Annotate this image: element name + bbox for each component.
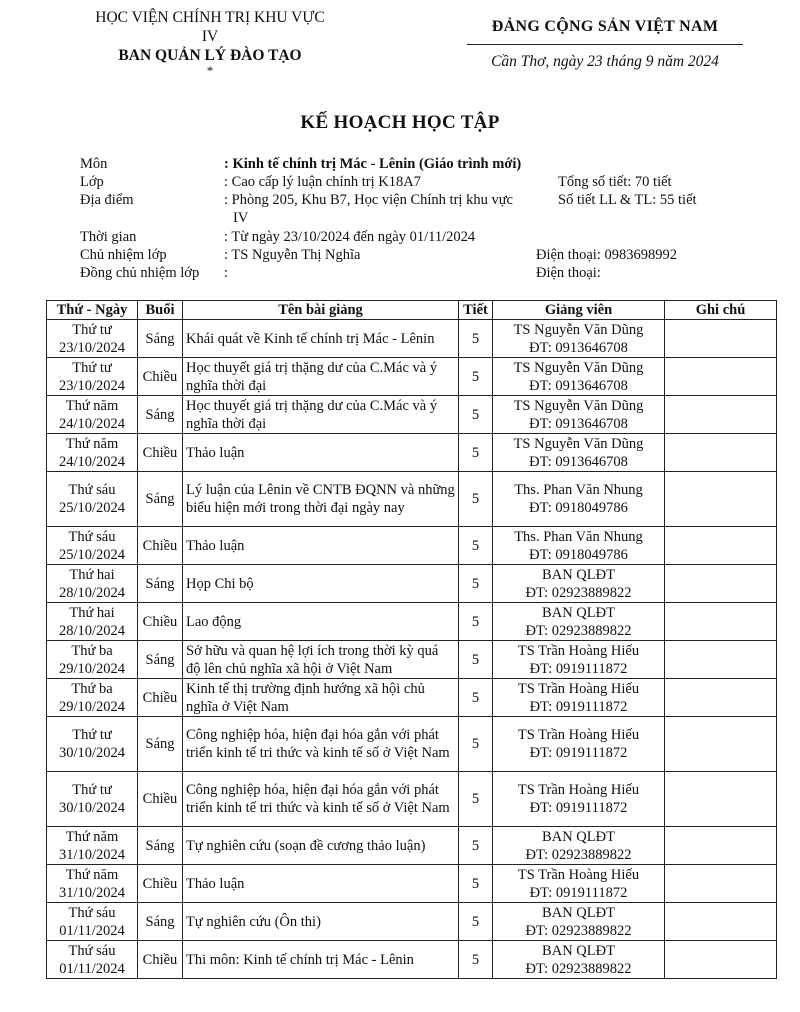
- note-cell: [665, 641, 777, 679]
- periods-cell: 5: [459, 865, 493, 903]
- document-date: Cần Thơ, ngày 23 tháng 9 năm 2024: [491, 53, 719, 70]
- lecturer-cell: TS Trần Hoàng Hiếu ĐT: 0919111872: [493, 641, 665, 679]
- periods-cell: 5: [459, 641, 493, 679]
- lesson-cell: Tự nghiên cứu (soạn đề cương thảo luận): [183, 827, 459, 865]
- note-cell: [665, 603, 777, 641]
- location-value-line2: IV: [233, 210, 249, 226]
- session-cell: Chiều: [138, 772, 183, 827]
- session-cell: Sáng: [138, 717, 183, 772]
- location-value: : Phòng 205, Khu B7, Học viện Chính trị khu vực: [224, 192, 513, 208]
- lecturer-cell: BAN QLĐT ĐT: 02923889822: [493, 603, 665, 641]
- schedule-table: [46, 300, 777, 979]
- table-row: [47, 527, 777, 565]
- lesson-cell: Thảo luận: [183, 865, 459, 903]
- periods-cell: 5: [459, 565, 493, 603]
- time-label: Thời gian: [80, 229, 137, 245]
- periods-cell: 5: [459, 472, 493, 527]
- lesson-cell: Công nghiệp hóa, hiện đại hóa gắn với phát triển kinh tế tri thức và kinh tế số ở Việt Nam: [183, 772, 459, 827]
- lecturer-cell: BAN QLĐT ĐT: 02923889822: [493, 941, 665, 979]
- lecturer-cell: BAN QLĐT ĐT: 02923889822: [493, 565, 665, 603]
- lesson-cell: Sở hữu và quan hệ lợi ích trong thời kỳ quá độ lên chủ nghĩa xã hội ở Việt Nam: [183, 641, 459, 679]
- periods-cell: 5: [459, 772, 493, 827]
- lesson-cell: Thảo luận: [183, 527, 459, 565]
- day-cell: Thứ năm 31/10/2024: [47, 827, 138, 865]
- head-teacher-value: : TS Nguyễn Thị Nghĩa: [224, 247, 361, 263]
- table-row: [47, 941, 777, 979]
- table-header-row: [47, 301, 777, 320]
- table-row: [47, 772, 777, 827]
- table-row: [47, 434, 777, 472]
- lecturer-cell: BAN QLĐT ĐT: 02923889822: [493, 903, 665, 941]
- lesson-cell: Khái quát về Kinh tế chính trị Mác - Lênin: [183, 320, 459, 358]
- periods-cell: 5: [459, 396, 493, 434]
- star-mark: *: [206, 63, 214, 78]
- head-teacher-phone: Điện thoại: 0983698992: [536, 247, 677, 263]
- day-cell: Thứ sáu 25/10/2024: [47, 472, 138, 527]
- table-row: [47, 565, 777, 603]
- location-label: Địa điểm: [80, 192, 134, 208]
- table-row: [47, 641, 777, 679]
- session-cell: Chiều: [138, 865, 183, 903]
- party-name: ĐẢNG CỘNG SẢN VIỆT NAM: [491, 18, 719, 35]
- note-cell: [665, 358, 777, 396]
- session-cell: Chiều: [138, 603, 183, 641]
- lecturer-cell: TS Nguyễn Văn Dũng ĐT: 0913646708: [493, 434, 665, 472]
- note-cell: [665, 472, 777, 527]
- organization-header: [40, 8, 380, 77]
- table-row: [47, 865, 777, 903]
- header-session: Buổi: [138, 301, 183, 320]
- lesson-cell: Công nghiệp hóa, hiện đại hóa gắn với phát triển kinh tế tri thức và kinh tế số ở Việt Nam: [183, 717, 459, 772]
- periods-cell: 5: [459, 827, 493, 865]
- session-cell: Sáng: [138, 396, 183, 434]
- table-row: [47, 358, 777, 396]
- day-cell: Thứ ba 29/10/2024: [47, 679, 138, 717]
- note-cell: [665, 827, 777, 865]
- lecturer-cell: TS Trần Hoàng Hiếu ĐT: 0919111872: [493, 865, 665, 903]
- day-cell: Thứ sáu 01/11/2024: [47, 903, 138, 941]
- org-name: HỌC VIỆN CHÍNH TRỊ KHU VỰC: [95, 9, 325, 26]
- note-cell: [665, 941, 777, 979]
- lecturer-cell: TS Nguyễn Văn Dũng ĐT: 0913646708: [493, 358, 665, 396]
- day-cell: Thứ năm 24/10/2024: [47, 396, 138, 434]
- note-cell: [665, 717, 777, 772]
- table-row: [47, 679, 777, 717]
- table-row: [47, 903, 777, 941]
- day-cell: Thứ năm 24/10/2024: [47, 434, 138, 472]
- periods-cell: 5: [459, 358, 493, 396]
- day-cell: Thứ tư 30/10/2024: [47, 772, 138, 827]
- table-row: [47, 320, 777, 358]
- session-cell: Chiều: [138, 434, 183, 472]
- note-cell: [665, 565, 777, 603]
- periods-cell: 5: [459, 434, 493, 472]
- periods-cell: 5: [459, 941, 493, 979]
- co-head-teacher-label: Đồng chủ nhiệm lớp: [80, 265, 200, 281]
- session-cell: Chiều: [138, 358, 183, 396]
- note-cell: [665, 679, 777, 717]
- lesson-cell: Lao động: [183, 603, 459, 641]
- session-cell: Sáng: [138, 903, 183, 941]
- lecturer-cell: Ths. Phan Văn Nhung ĐT: 0918049786: [493, 472, 665, 527]
- lecturer-cell: TS Trần Hoàng Hiếu ĐT: 0919111872: [493, 772, 665, 827]
- day-cell: Thứ hai 28/10/2024: [47, 565, 138, 603]
- time-value: : Từ ngày 23/10/2024 đến ngày 01/11/2024: [224, 229, 476, 245]
- session-cell: Chiều: [138, 679, 183, 717]
- lesson-cell: Kinh tế thị trường định hướng xã hội chủ nghĩa ở Việt Nam: [183, 679, 459, 717]
- lesson-cell: Tự nghiên cứu (Ôn thi): [183, 903, 459, 941]
- note-cell: [665, 865, 777, 903]
- header-periods: Tiết: [459, 301, 493, 320]
- header-day: Thứ - Ngày: [47, 301, 138, 320]
- subject-label: Môn: [80, 156, 108, 172]
- lesson-cell: Thảo luận: [183, 434, 459, 472]
- subject-value: : Kinh tế chính trị Mác - Lênin (Giáo trình mới): [224, 156, 522, 172]
- session-cell: Sáng: [138, 641, 183, 679]
- day-cell: Thứ tư 23/10/2024: [47, 358, 138, 396]
- department-name: BAN QUẢN LÝ ĐÀO TẠO: [118, 47, 302, 64]
- lecturer-cell: BAN QLĐT ĐT: 02923889822: [493, 827, 665, 865]
- periods-cell: 5: [459, 527, 493, 565]
- table-row: [47, 396, 777, 434]
- page-title: KẾ HOẠCH HỌC TẬP: [300, 112, 500, 133]
- lecturer-cell: TS Nguyễn Văn Dũng ĐT: 0913646708: [493, 320, 665, 358]
- note-cell: [665, 903, 777, 941]
- session-cell: Sáng: [138, 565, 183, 603]
- note-cell: [665, 434, 777, 472]
- periods-cell: 5: [459, 320, 493, 358]
- periods-cell: 5: [459, 717, 493, 772]
- header-lesson: Tên bài giảng: [183, 301, 459, 320]
- periods-cell: 5: [459, 679, 493, 717]
- lesson-cell: Họp Chi bộ: [183, 565, 459, 603]
- day-cell: Thứ năm 31/10/2024: [47, 865, 138, 903]
- party-header: [460, 18, 750, 71]
- day-cell: Thứ hai 28/10/2024: [47, 603, 138, 641]
- lesson-cell: Lý luận của Lênin về CNTB ĐQNN và những biểu hiện mới trong thời đại ngày nay: [183, 472, 459, 527]
- lecturer-cell: Ths. Phan Văn Nhung ĐT: 0918049786: [493, 527, 665, 565]
- note-cell: [665, 320, 777, 358]
- class-value: : Cao cấp lý luận chính trị K18A7: [224, 174, 421, 190]
- day-cell: Thứ tư 23/10/2024: [47, 320, 138, 358]
- header-note: Ghi chú: [665, 301, 777, 320]
- day-cell: Thứ tư 30/10/2024: [47, 717, 138, 772]
- session-cell: Chiều: [138, 941, 183, 979]
- periods-cell: 5: [459, 603, 493, 641]
- head-teacher-label: Chủ nhiệm lớp: [80, 247, 167, 263]
- class-label: Lớp: [80, 174, 104, 190]
- periods-cell: 5: [459, 903, 493, 941]
- table-row: [47, 472, 777, 527]
- note-cell: [665, 396, 777, 434]
- day-cell: Thứ sáu 01/11/2024: [47, 941, 138, 979]
- day-cell: Thứ ba 29/10/2024: [47, 641, 138, 679]
- co-head-teacher-phone: Điện thoại:: [536, 265, 601, 281]
- lecturer-cell: TS Trần Hoàng Hiếu ĐT: 0919111872: [493, 717, 665, 772]
- table-row: [47, 827, 777, 865]
- header-lecturer: Giảng viên: [493, 301, 665, 320]
- total-periods: Tổng số tiết: 70 tiết: [558, 174, 672, 190]
- lesson-cell: Học thuyết giá trị thặng dư của C.Mác và ý nghĩa thời đại: [183, 396, 459, 434]
- co-head-teacher-value: :: [224, 265, 229, 281]
- session-cell: Sáng: [138, 472, 183, 527]
- note-cell: [665, 527, 777, 565]
- session-cell: Sáng: [138, 827, 183, 865]
- lesson-cell: Thi môn: Kinh tế chính trị Mác - Lênin: [183, 941, 459, 979]
- session-cell: Chiều: [138, 527, 183, 565]
- org-name-line2: IV: [201, 28, 219, 45]
- table-row: [47, 717, 777, 772]
- lesson-cell: Học thuyết giá trị thặng dư của C.Mác và ý nghĩa thời đại: [183, 358, 459, 396]
- lecturer-cell: TS Nguyễn Văn Dũng ĐT: 0913646708: [493, 396, 665, 434]
- day-cell: Thứ sáu 25/10/2024: [47, 527, 138, 565]
- lecturer-cell: TS Trần Hoàng Hiếu ĐT: 0919111872: [493, 679, 665, 717]
- theory-periods: Số tiết LL & TL: 55 tiết: [558, 192, 697, 208]
- table-row: [47, 603, 777, 641]
- note-cell: [665, 772, 777, 827]
- header-divider: [467, 44, 743, 45]
- session-cell: Sáng: [138, 320, 183, 358]
